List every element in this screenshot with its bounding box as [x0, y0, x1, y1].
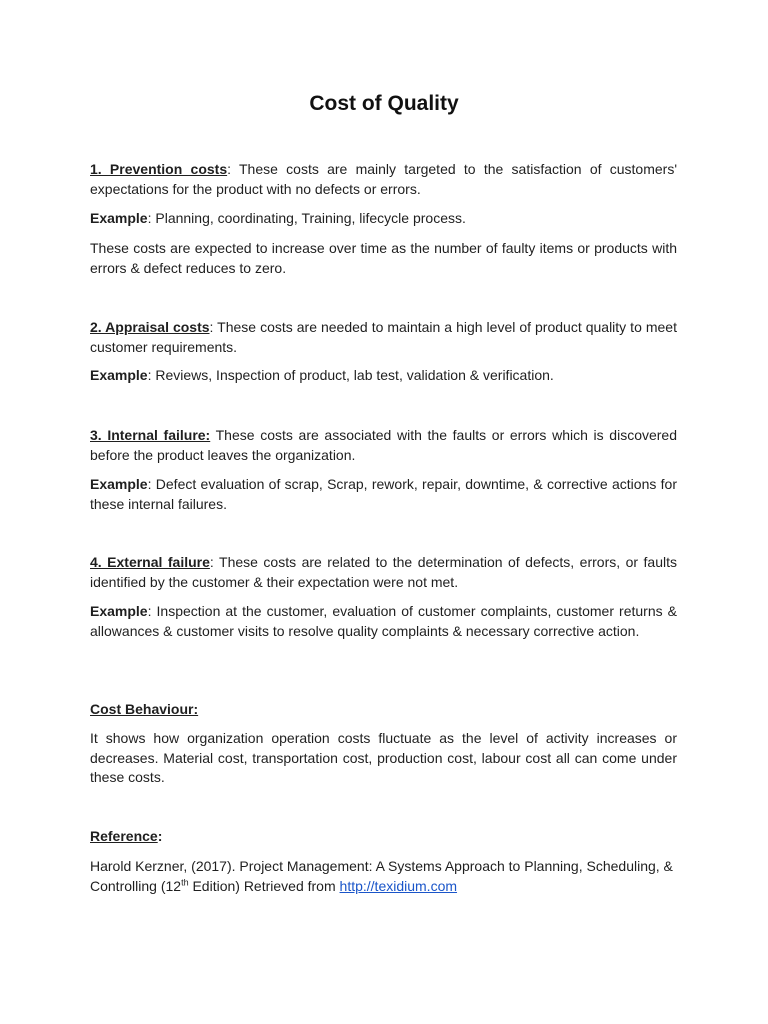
page-title: Cost of Quality	[309, 92, 459, 115]
example-paragraph	[90, 475, 677, 514]
cost-behaviour-heading: Cost Behaviour:	[90, 701, 199, 717]
section-heading: 1. Prevention costs	[90, 161, 228, 177]
section-paragraph	[90, 553, 677, 592]
section-internal-failure	[90, 426, 677, 465]
example-internal-failure	[90, 475, 677, 514]
reference-link[interactable]: http://texidium.com	[339, 877, 458, 894]
section-text: These costs are associated with the faults or errors which is discovered before the product leaves the organization.	[90, 427, 678, 463]
section-paragraph	[90, 318, 677, 357]
example-label: Example	[90, 210, 148, 226]
example-external-failure	[90, 602, 677, 641]
example-paragraph	[90, 209, 677, 229]
section-heading: 4. External failure	[90, 554, 210, 570]
section-text: : These costs are related to the determination of defects, errors, or faults identified by the customer & their expectation were not met.	[90, 554, 677, 590]
section-prevention	[90, 160, 677, 199]
cost-behaviour-heading-block	[90, 700, 677, 720]
example-paragraph	[90, 602, 677, 641]
example-text: : Reviews, Inspection of product, lab test, validation & verification.	[147, 367, 554, 383]
section-text: : These costs are needed to maintain a high level of product quality to meet customer requirements.	[90, 319, 677, 355]
example-text: : Planning, coordinating, Training, lifecycle process.	[147, 210, 466, 226]
reference-superscript: th	[181, 876, 189, 887]
example-appraisal	[90, 366, 677, 386]
reference-text-after: Edition) Retrieved from	[188, 877, 340, 894]
reference-colon: :	[157, 828, 163, 844]
section-paragraph	[90, 426, 677, 465]
section-external-failure	[90, 553, 677, 592]
example-label: Example	[90, 603, 148, 619]
example-text: : Inspection at the customer, evaluation of customer complaints, customer returns & allowances & customer visits to resolve quality complaints & necessary corrective action.	[90, 603, 677, 639]
reference-text-before: Harold Kerzner, (2017). Project Management: A Systems Approach to Planning, Scheduling, & Controlling (12	[90, 858, 673, 894]
reference-heading-paragraph	[90, 827, 677, 847]
reference-paragraph	[90, 857, 677, 896]
example-label: Example	[90, 476, 148, 492]
section-heading: 3. Internal failure:	[90, 427, 211, 443]
cost-behaviour-text-block	[90, 729, 677, 788]
reference-text-block	[90, 857, 677, 896]
section-paragraph	[90, 160, 677, 199]
cost-behaviour-text: It shows how organization operation costs fluctuate as the level of activity increases or decreases. Material cost, transportation cost, production cost, labour cost all can come under these costs.	[90, 730, 677, 785]
section-text: : These costs are mainly targeted to the satisfaction of customers' expectations for the product with no defects or errors.	[90, 161, 677, 197]
section-appraisal	[90, 318, 677, 357]
example-paragraph	[90, 366, 677, 386]
example-label: Example	[90, 367, 148, 383]
example-text: : Defect evaluation of scrap, Scrap, rework, repair, downtime, & corrective actions for these internal failures.	[90, 476, 677, 512]
extra-paragraph: These costs are expected to increase over time as the number of faulty items or products with errors & defect reduces to zero.	[90, 240, 677, 276]
section-heading: 2. Appraisal costs	[90, 319, 210, 335]
prevention-extra	[90, 239, 677, 278]
reference-heading-block	[90, 827, 677, 847]
example-prevention	[90, 209, 677, 229]
reference-heading: Reference	[90, 828, 158, 844]
